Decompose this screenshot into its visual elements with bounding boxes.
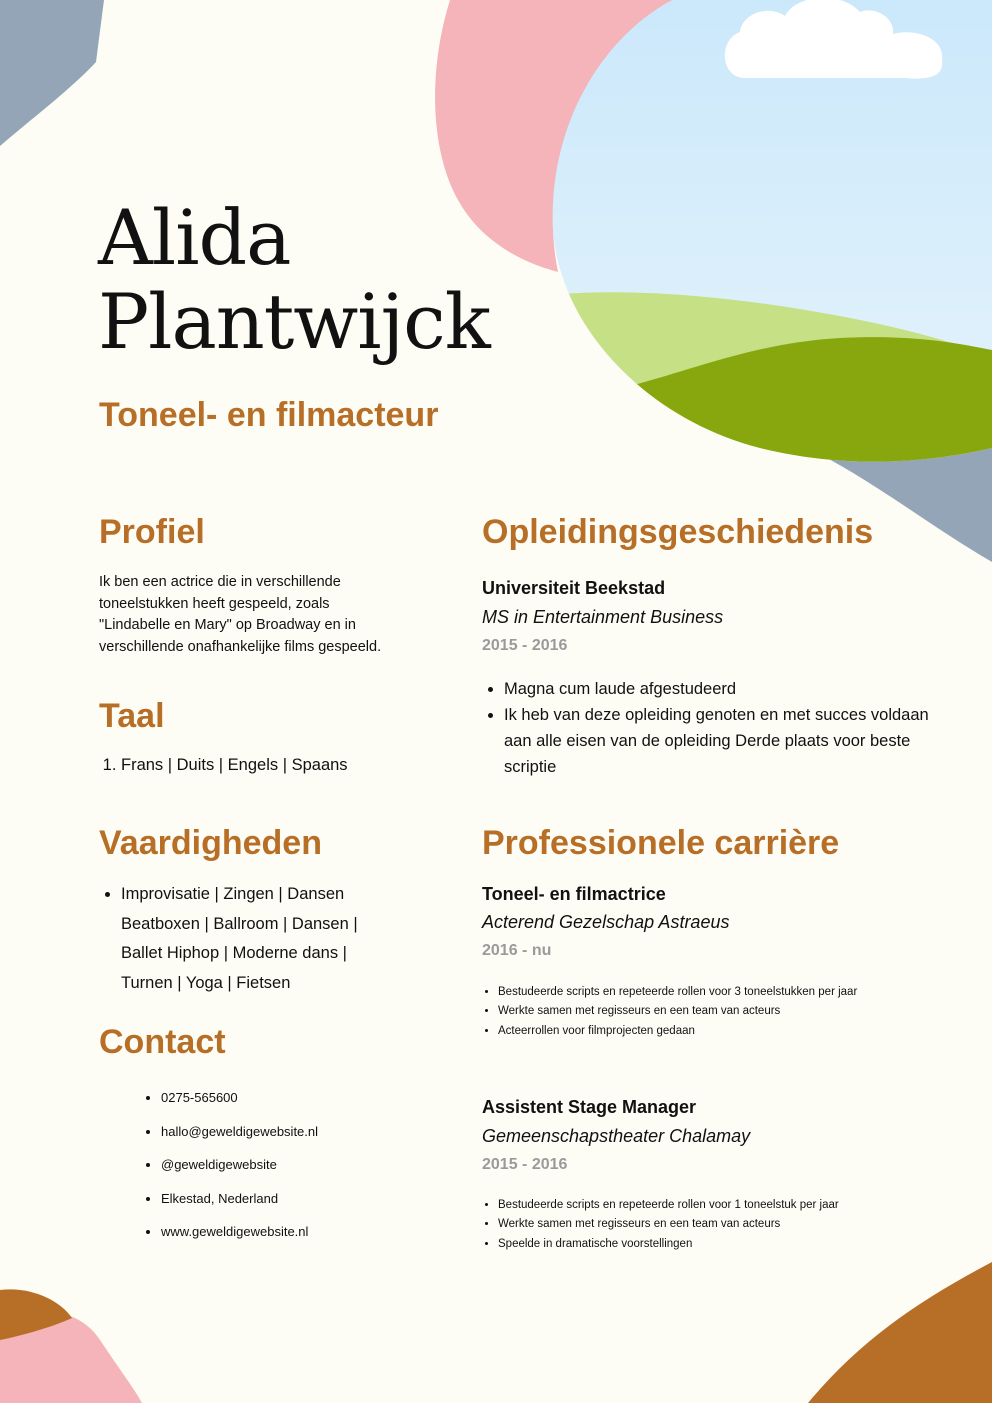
language-heading: Taal [99,697,165,735]
job-1-period: 2016 - nu [482,942,552,959]
last-name: Plantwijck [98,277,490,366]
job-2-company: Gemeenschapstheater Chalamay [482,1126,751,1146]
person-name [98,193,490,366]
education-degree: MS in Entertainment Business [482,607,724,627]
education-bullet: • Magna cum laude afgestudeerd [504,676,934,702]
contact-list [139,1090,318,1258]
education-heading: Opleidingsgeschiedenis [482,513,874,551]
job-2-bullets [482,1196,918,1254]
job-2-bullet: • Werkte samen met regisseurs en een team van acteurs [498,1215,918,1234]
job-1-bullet: • Acteerrollen voor filmprojecten gedaan [498,1022,918,1041]
language-item: 1. Frans | Duits | Engels | Spaans [121,756,348,775]
job-2-bullet: • Speelde in dramatische voorstellingen [498,1235,918,1254]
contact-heading: Contact [99,1023,226,1061]
job-2-bullet: • Bestudeerde scripts en repeteerde rollen voor 1 toneelstuk per jaar [498,1196,918,1215]
contact-phone: • 0275-565600 [161,1090,318,1124]
skills-item: • Improvisatie | Zingen | Dansen Beatboxen | Ballroom | Dansen | Ballet Hiphop | Moderne dans | Turnen | Yoga | Fietsen [121,880,381,998]
job-1-bullets [482,983,918,1041]
job-2-title: Assistent Stage Manager [482,1097,697,1117]
contact-address: • Elkestad, Nederland [161,1191,318,1225]
contact-website[interactable]: • www.geweldigewebsite.nl [161,1224,318,1258]
skills-heading: Vaardigheden [99,824,322,862]
career-heading: Professionele carrière [482,824,840,862]
education-bullets [482,676,934,780]
education-bullet: • Ik heb van deze opleiding genoten en met succes voldaan aan alle eisen van de opleiding Derde plaats voor beste scriptie [504,702,934,780]
first-name: Alida [98,193,291,282]
language-list [99,756,348,775]
job-1-bullet: • Werkte samen met regisseurs en een team van acteurs [498,1002,918,1021]
orange-blob-bottom-right [808,1262,992,1403]
profile-heading: Profiel [99,513,205,551]
profile-text: Ik ben een actrice die in verschillende toneelstukken heeft gespeeld, zoals "Lindabelle en Mary" op Broadway en in verschillende onafhankelijke films gespeeld. [99,574,382,655]
job-title: Toneel- en filmacteur [99,396,439,434]
education-period: 2015 - 2016 [482,637,568,654]
contact-email[interactable]: • hallo@geweldigewebsite.nl [161,1124,318,1158]
slate-blob-top-left [0,0,104,146]
job-1-title: Toneel- en filmactrice [482,884,666,904]
education-school: Universiteit Beekstad [482,578,666,598]
job-1-bullet: • Bestudeerde scripts en repeteerde rollen voor 3 toneelstukken per jaar [498,983,918,1002]
job-1-company: Acterend Gezelschap Astraeus [482,912,730,932]
dark-green-hill [540,337,992,480]
job-2-period: 2015 - 2016 [482,1156,568,1173]
contact-social: • @geweldigewebsite [161,1157,318,1191]
skills-list [99,880,381,998]
